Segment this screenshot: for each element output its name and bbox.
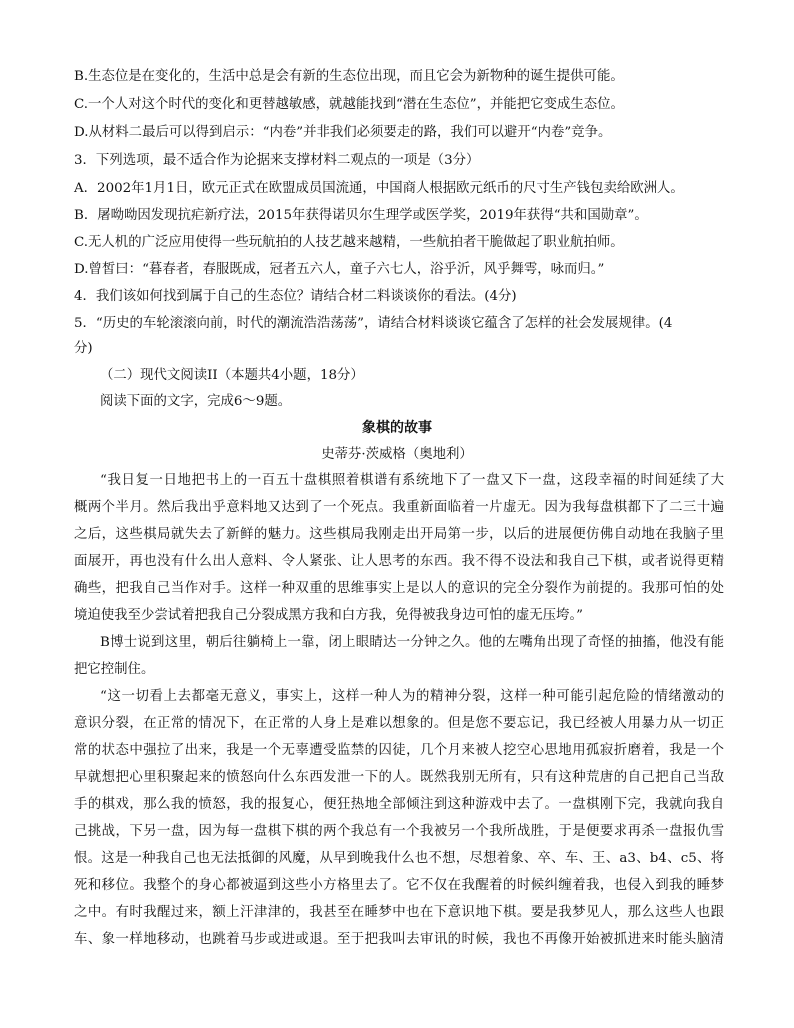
para1-line: 概两个半月。然后我出乎意料地又达到了一个死点。我重新面临着一片虚无。因为我每盘棋都下了二三十遍 <box>74 500 724 515</box>
para1-line: 面展开，再也没有什么出人意料、令人紧张、让人思考的东西。我不得不设法和我自己下棋，或者说得更精 <box>74 554 724 569</box>
para3-line: 恨。这是一种我自己也无法抵御的风魔，从早到晚我什么也不想，尽想着象、卒、车、王、a3、b4、c5、将 <box>74 851 724 866</box>
para1-line: 之后，这些棋局就失去了新鲜的魅力。这些棋局我刚走出开局第一步，以后的进展便仿佛自动地在我脑子里 <box>74 527 724 542</box>
para3-line: 车、象一样地移动，也跳着马步或进或退。至于把我叫去审讯的时候，我也不再像开始被抓进来时能头脑清 <box>74 932 724 947</box>
para3-line: 己挑战，下另一盘，因为每一盘棋下棋的两个我总有一个我被另一个我所战胜，于是便要求再杀一盘报仇雪 <box>74 824 724 839</box>
question-5-line1: 5．“历史的车轮滚滚向前，时代的潮流浩浩荡荡”，请结合材料谈谈它蕴含了怎样的社会发展规律。(4 <box>74 316 673 331</box>
para2-line: B博士说到这里，朝后往躺椅上一靠，闭上眼睛达一分钟之久。他的左嘴角出现了奇怪的抽搐，他没有能 <box>100 635 724 650</box>
question-3-stem: 3．下列选项，最不适合作为论据来支撑材料二观点的一项是（3分） <box>74 153 480 168</box>
article-author: 史蒂芬·茨威格（奥地利） <box>321 447 473 462</box>
para1-line: 境迫使我至少尝试着把我自己分裂成黑方我和白方我，免得被我身边可怕的虚无压垮。” <box>74 608 583 623</box>
option-c-line: C.一个人对这个时代的变化和更替越敏感，就越能找到“潜在生态位”，并能把它变成生态位。 <box>74 97 624 112</box>
section-instruction: 阅读下面的文字，完成6～9题。 <box>100 394 292 409</box>
section-heading: （二）现代文阅读II（本题共4小题，18分） <box>100 368 364 383</box>
para3-line: 死和移位。我整个的身心都被逼到这些小方格里去了。它不仅在我醒着的时候纠缠着我，也侵入到我的睡梦 <box>74 878 724 893</box>
question-5-line2: 分) <box>74 341 93 356</box>
para3-line: 早就想把心里积聚起来的愤怒向什么东西发泄一下的人。既然我别无所有，只有这种荒唐的自己把自己当敌 <box>74 770 724 785</box>
article-title: 象棋的故事 <box>362 420 432 436</box>
para3-line: 手的棋戏，那么我的愤怒，我的报复心，便狂热地全部倾注到这种游戏中去了。一盘棋刚下完，我就向我自 <box>74 797 724 812</box>
q3-option-c: C.无人机的广泛应用使得一些玩航拍的人技艺越来越精，一些航拍者干脆做起了职业航拍师。 <box>74 235 624 250</box>
option-b-line: B.生态位是在变化的，生活中总是会有新的生态位出现，而且它会为新物种的诞生提供可能。 <box>74 69 624 84</box>
para3-line: 意识分裂，在正常的情况下，在正常的人身上是难以想象的。但是您不要忘记，我已经被人用暴力从一切正 <box>74 716 724 731</box>
para2-line: 把它控制住。 <box>74 662 155 677</box>
para3-line: 常的状态中强拉了出来，我是一个无辜遭受监禁的囚徒，几个月来被人挖空心思地用孤寂折磨着，我是一个 <box>74 743 724 758</box>
q3-option-b: B．屠呦呦因发现抗疟新疗法，2015年获得诺贝尔生理学或医学奖，2019年获得“共和国勋章”。 <box>74 208 648 223</box>
para3-line: “这一切看上去都毫无意义，事实上，这样一种人为的精神分裂，这样一种可能引起危险的情绪激动的 <box>100 689 724 704</box>
question-4: 4．我们该如何找到属于自己的生态位？请结合材二料谈谈你的看法。(4分) <box>74 289 517 304</box>
para1-line: “我日复一日地把书上的一百五十盘棋照着棋谱有系统地下了一盘又下一盘，这段幸福的时间延续了大 <box>100 473 724 488</box>
q3-option-a: A．2002年1月1日，欧元正式在欧盟成员国流通，中国商人根据欧元纸币的尺寸生产钱包卖给欧洲人。 <box>74 181 684 196</box>
option-d-line: D.从材料二最后可以得到启示：“内卷”并非我们必须要走的路，我们可以避开“内卷”竞争。 <box>74 125 612 140</box>
para1-line: 确些，把我自己当作对手。这样一种双重的思维事实上是以人的意识的完全分裂作为前提的。我那可怕的处 <box>74 581 724 596</box>
q3-option-d: D.曾皙曰：“暮春者，春服既成，冠者五六人，童子六七人，浴乎沂，风乎舞雩，咏而归。” <box>74 262 605 277</box>
para3-line: 之中。有时我醒过来，额上汗津津的，我甚至在睡梦中也在下意识地下棋。要是我梦见人，那么这些人也跟 <box>74 905 724 920</box>
